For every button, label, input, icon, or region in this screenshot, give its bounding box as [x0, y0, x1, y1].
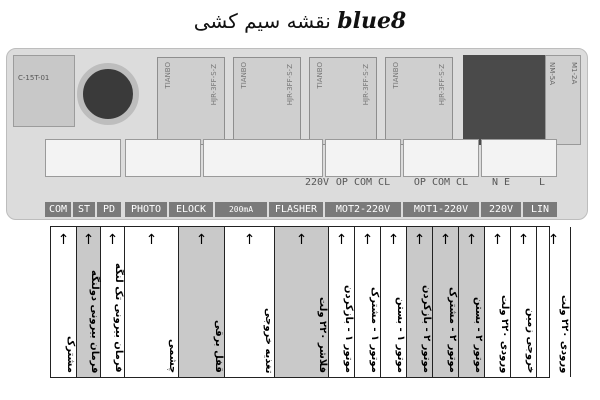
up-arrow-icon: ↑ — [195, 232, 208, 248]
wiring-column — [433, 227, 459, 377]
wiring-column — [511, 227, 537, 377]
up-arrow-icon: ↑ — [491, 232, 504, 248]
wiring-label: فرمان بیرونی دولنگه — [89, 269, 100, 373]
up-arrow-icon: ↑ — [439, 232, 452, 248]
wiring-column — [329, 227, 355, 377]
up-arrow-icon: ↑ — [465, 232, 478, 248]
relay-2 — [233, 57, 301, 145]
ic-label: M1-2A — [570, 62, 578, 85]
label-flasher: FLASHER — [269, 202, 323, 217]
control-board — [6, 48, 588, 229]
relay-brand: TIANBO — [240, 62, 248, 89]
up-arrow-icon: ↑ — [413, 232, 426, 248]
up-arrow-icon: ↑ — [295, 232, 308, 248]
wiring-column — [355, 227, 381, 377]
label-com: COM — [45, 202, 71, 217]
wiring-label: موتور ۱ - مشترک — [369, 287, 380, 373]
heatsink — [463, 55, 545, 145]
wiring-column — [537, 227, 571, 377]
wiring-table — [50, 226, 570, 378]
terminal-block-mot1 — [403, 139, 479, 177]
terminal-block-mot2 — [325, 139, 401, 177]
label-mot1: MOT1-220V — [403, 202, 479, 217]
label-220v: 220V — [481, 202, 521, 217]
terminal-block-power — [203, 139, 323, 177]
label-photo: PHOTO — [125, 202, 167, 217]
wiring-column — [485, 227, 511, 377]
wiring-label: خروجی زمین — [525, 307, 536, 373]
wiring-column — [275, 227, 329, 377]
wiring-label: موتور ۱ - بازکردن — [343, 285, 354, 373]
top-label-220v: 220V — [304, 177, 330, 188]
up-arrow-icon: ↑ — [82, 232, 95, 248]
wiring-label: موتور ۱ - بستن — [395, 297, 406, 373]
wiring-column — [101, 227, 125, 377]
top-label-l: L — [538, 177, 546, 188]
label-pd: PD — [97, 202, 121, 217]
terminal-block-photo — [125, 139, 201, 177]
transformer-coil — [77, 63, 139, 125]
wiring-label: فلاشر ۲۲۰ ولت — [317, 296, 328, 373]
relay-1 — [157, 57, 225, 145]
label-lin: LIN — [523, 202, 557, 217]
wiring-label: چشمی — [167, 338, 178, 373]
terminal-block-control — [45, 139, 121, 177]
up-arrow-icon: ↑ — [57, 232, 70, 248]
wiring-label: تغذیه خروجی — [263, 307, 274, 373]
up-arrow-icon: ↑ — [335, 232, 348, 248]
up-arrow-icon: ↑ — [387, 232, 400, 248]
relay-brand: TIANBO — [316, 62, 324, 89]
microcontroller-chip — [13, 55, 75, 127]
top-label-ne: N E — [491, 177, 511, 188]
wiring-column — [77, 227, 101, 377]
up-arrow-icon: ↑ — [243, 232, 256, 248]
side-module — [545, 55, 581, 145]
wiring-label: ورودی ۲۲۰ ولت — [499, 294, 510, 373]
label-24v: 200mA -24V+ — [215, 202, 267, 217]
wiring-column — [179, 227, 225, 377]
relay-3 — [309, 57, 377, 145]
label-mot2: MOT2-220V — [325, 202, 401, 217]
wiring-label: موتور ۲ - بازکردن — [421, 285, 432, 373]
relay-model: HJR-3FF-S-Z — [210, 64, 218, 106]
relay-4 — [385, 57, 453, 145]
up-arrow-icon: ↑ — [106, 232, 119, 248]
wiring-label: موتور ۲ - مشترک — [447, 287, 458, 373]
wiring-label: مشترک — [65, 336, 76, 373]
wiring-column — [459, 227, 485, 377]
page-title — [0, 8, 600, 34]
up-arrow-icon: ↑ — [517, 232, 530, 248]
wiring-column — [225, 227, 275, 377]
label-st: ST — [73, 202, 95, 217]
relay-model: HJR-3FF-S-Z — [286, 64, 294, 106]
wiring-label: فرمان بیرونی تک لنگه — [113, 263, 124, 373]
wiring-label: موتور ۲ - بستن — [473, 297, 484, 373]
wiring-column — [407, 227, 433, 377]
relay-brand: TIANBO — [392, 62, 400, 89]
wiring-column — [125, 227, 179, 377]
chip-label: C-15T-01 — [18, 74, 50, 82]
brand-logo: blue8 — [337, 8, 407, 34]
relay-brand: TIANBO — [164, 62, 172, 89]
top-label-mot2: OP COM CL — [335, 177, 391, 188]
up-arrow-icon: ↑ — [361, 232, 374, 248]
side-label: NM-5A — [548, 62, 556, 86]
wiring-label: قفل برقی — [213, 320, 224, 373]
wiring-label: ورودی ۲۲۰ ولت — [559, 294, 570, 373]
wiring-column — [381, 227, 407, 377]
relay-model: HJR-3FF-S-Z — [438, 64, 446, 106]
top-label-mot1: OP COM CL — [413, 177, 469, 188]
up-arrow-icon: ↑ — [145, 232, 158, 248]
label-elock: ELOCK — [169, 202, 213, 217]
title-text: نقشه سیم کشی — [193, 9, 331, 33]
wiring-column — [51, 227, 77, 377]
terminal-block-mains — [481, 139, 557, 177]
relay-model: HJR-3FF-S-Z — [362, 64, 370, 106]
up-arrow-icon: ↑ — [547, 232, 560, 248]
